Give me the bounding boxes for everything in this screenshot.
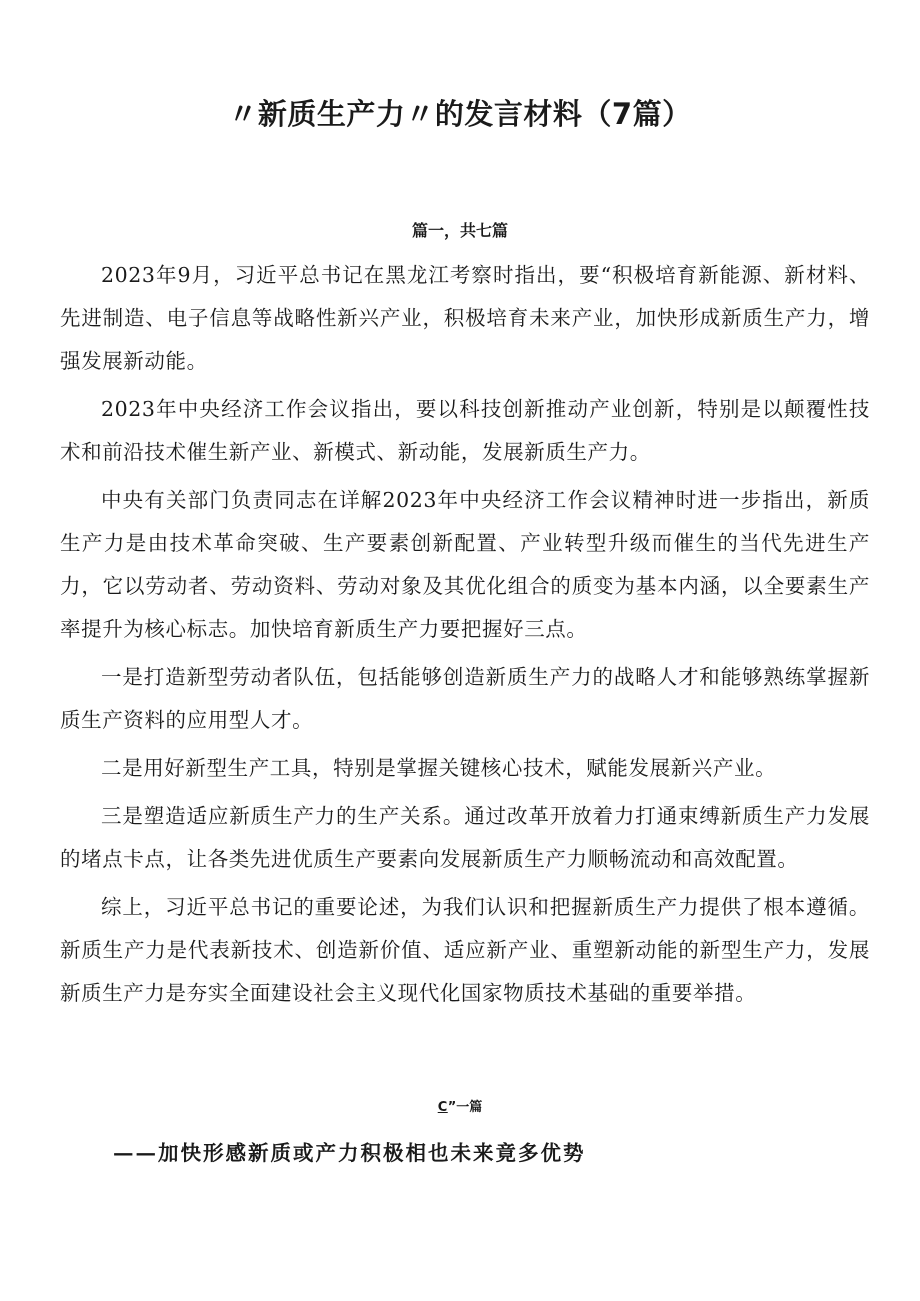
paragraph-7: 综上，习近平总书记的重要论述，为我们认识和把握新质生产力提供了根本遵循。新质生产力是代表新技术、创造新价值、适应新产业、重塑新动能的新型生产力，发展新质生产力是夯实全面建设社会主义现代化国家物质技术基础的重要举措。 bbox=[60, 895, 870, 1005]
paragraph-2: 2023年中央经济工作会议指出，要以科技创新推动产业创新，特别是以颠覆性技术和前沿技术催生新产业、新模式、新动能，发展新质生产力。 bbox=[60, 397, 870, 464]
section-marker bbox=[0, 1096, 920, 1115]
document-title: 〃新质生产力〃的发言材料（7篇） bbox=[228, 97, 692, 131]
paragraph-6: 三是塑造适应新质生产力的生产关系。通过改革开放着力打通束缚新质生产力发展的堵点卡点，让各类先进优质生产要素向发展新质生产力顺畅流动和高效配置。 bbox=[60, 804, 870, 871]
paragraph-4: 一是打造新型劳动者队伍，包括能够创造新质生产力的战略人才和能够熟练掌握新质生产资料的应用型人才。 bbox=[60, 665, 870, 732]
paragraph-5: 二是用好新型生产工具，特别是掌握关键核心技术，赋能发展新兴产业。 bbox=[101, 756, 777, 780]
document-body bbox=[60, 254, 870, 1020]
section-marker-letter: C bbox=[437, 1100, 448, 1115]
section-marker-text: ”一篇 bbox=[447, 1100, 483, 1115]
section-heading: 篇一，共七篇 bbox=[411, 221, 508, 240]
paragraph-1: 2023年9月，习近平总书记在黑龙江考察时指出，要“积极培育新能源、新材料、先进制造、电子信息等战略性新兴产业，积极培育未来产业，加快形成新质生产力，增强发展新动能。 bbox=[60, 263, 870, 373]
next-section-subtitle: ——加快形感新质或产力积极相也未来竟多优势 bbox=[113, 1141, 586, 1165]
paragraph-3: 中央有关部门负责同志在详解2023年中央经济工作会议精神时进一步指出，新质生产力是由技术革命突破、生产要素创新配置、产业转型升级而催生的当代先进生产力，它以劳动者、劳动资料、劳动对象及其优化组合的质变为基本内涵，以全要素生产率提升为核心标志。加快培育新质生产力要把握好三点。 bbox=[60, 488, 870, 641]
